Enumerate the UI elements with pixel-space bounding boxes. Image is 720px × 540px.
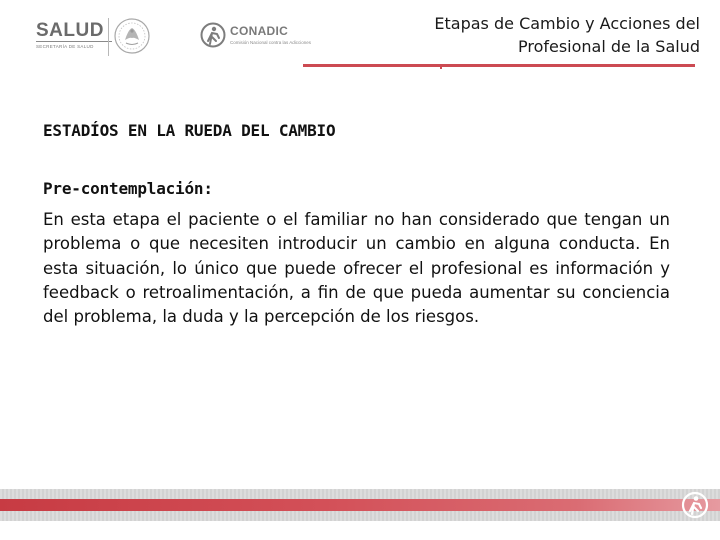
footer-conadic-emblem-icon [681,491,709,519]
salud-logo [26,20,104,50]
conadic-emblem-icon [200,22,226,48]
salud-logo-rule [36,41,112,42]
header-accent-rule [303,64,695,67]
conadic-wordmark: CONADIC [230,24,289,38]
conadic-logo [200,22,312,48]
stage-term: Pre-contemplación: [43,179,213,198]
salud-wordmark: SALUD [36,20,104,41]
national-seal-icon [112,16,152,56]
conadic-tagline: Comisión Nacional contra las Adicciones [230,40,312,45]
salud-tagline: SECRETARÍA DE SALUD [36,44,94,49]
slide-header-title [300,12,700,58]
header-title-line-1: Etapas de Cambio y Acciones del [434,14,700,33]
logo-divider [108,18,109,56]
section-heading: ESTADÍOS EN LA RUEDA DEL CAMBIO [43,121,336,140]
header-title-line-2: Profesional de la Salud [517,37,700,56]
stage-description: En esta etapa el paciente o el familiar no han considerado que tengan un problema o que necesiten introducir un cambio en alguna conducta. En esta situación, lo único que puede ofrecer el profesional es información y feedback o retroalimentación, a fin de que pueda aumentar su conciencia del problema, la duda y la percepción de los riesgos. [43,210,670,327]
header-accent-tick [440,64,442,69]
footer-accent-band [0,499,720,511]
